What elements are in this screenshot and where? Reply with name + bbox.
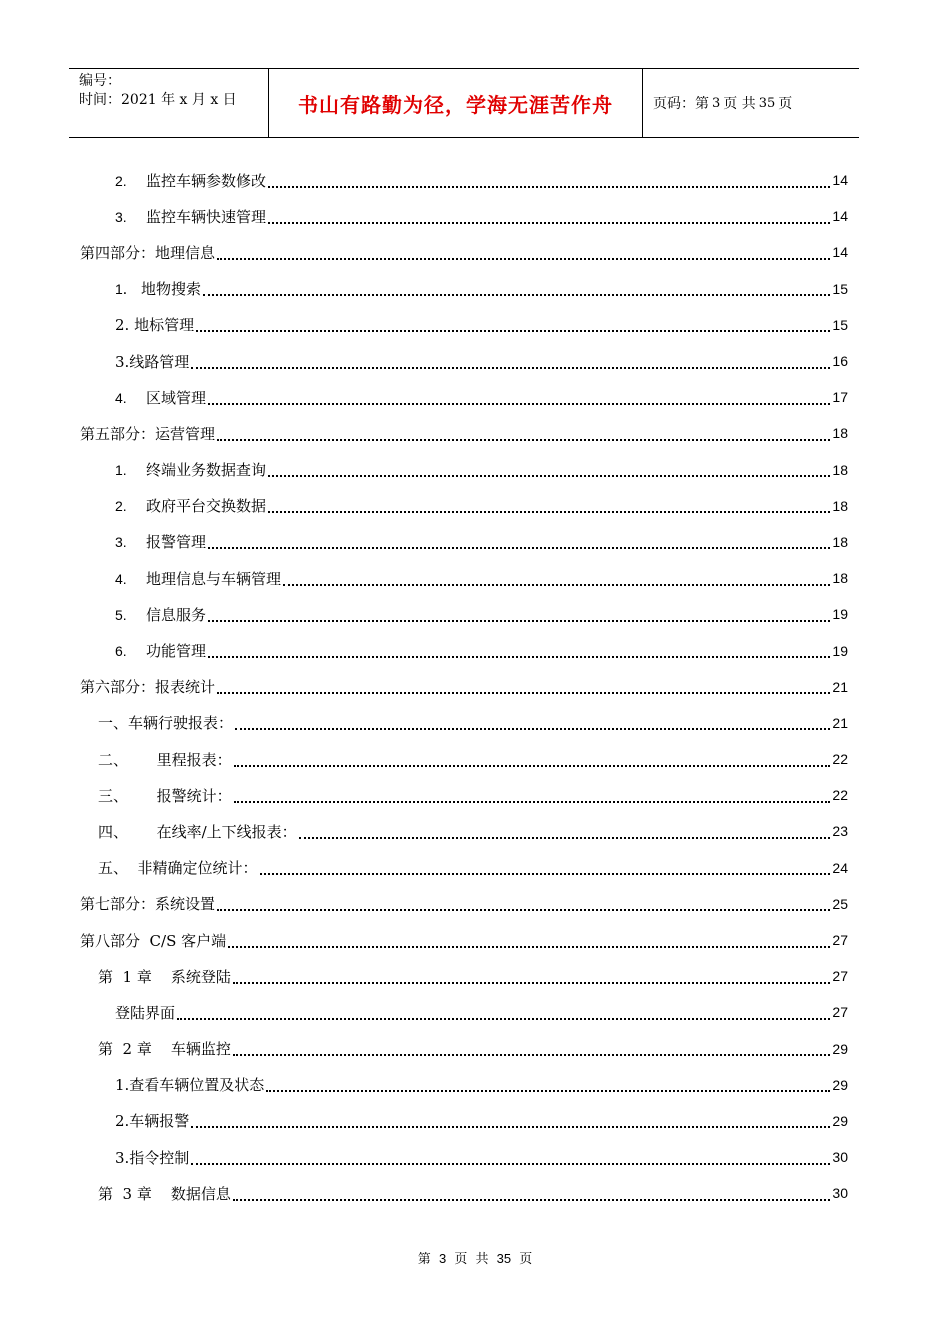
header-page-prefix: 页码：第	[653, 96, 709, 112]
page-header	[69, 68, 859, 138]
toc-entry-page: 21	[832, 678, 848, 695]
toc-entry[interactable]	[0, 705, 950, 741]
toc-entry-title	[115, 531, 206, 552]
toc-entry-label: 第 1 章 系统登陆	[98, 967, 231, 986]
toc-entry-page: 16	[832, 353, 848, 370]
toc-entry-label: 四、 在线率/上下线报表：	[98, 822, 297, 841]
footer-prefix: 第	[417, 1252, 431, 1267]
toc-entry-page: 15	[832, 316, 848, 333]
toc-entry-page: 14	[832, 244, 848, 261]
toc-leader-dots	[235, 727, 830, 730]
toc-entry-page: 30	[832, 1185, 848, 1202]
toc-entry[interactable]	[0, 777, 950, 813]
toc-entry-label: 第七部分：系统设置	[80, 895, 216, 914]
toc-entry-label: 2. 地标管理	[115, 316, 195, 335]
header-page-middle: 页 共	[723, 96, 756, 112]
toc-entry[interactable]	[0, 741, 950, 777]
toc-entry-page: 18	[832, 461, 848, 478]
header-motto: 书山有路勤为径，学海无涯苦作舟	[269, 69, 643, 137]
toc-leader-dots	[233, 1198, 831, 1201]
toc-entry-title	[115, 568, 281, 589]
toc-entry[interactable]	[0, 379, 950, 415]
toc-leader-dots	[208, 655, 830, 658]
toc-entry-page: 29	[832, 1112, 848, 1129]
toc-entry-label: 第五部分：运营管理	[80, 424, 216, 443]
toc-leader-dots	[217, 438, 830, 441]
table-of-contents	[0, 162, 950, 1211]
toc-entry-label: 终端业务数据查询	[146, 461, 267, 480]
toc-entry-label: 地物搜索	[141, 280, 202, 299]
toc-entry-label: 政府平台交换数据	[146, 497, 267, 516]
page-footer	[0, 1248, 950, 1267]
toc-entry-number: 2.	[115, 172, 127, 189]
toc-leader-dots	[283, 583, 830, 586]
toc-entry-page: 18	[832, 533, 848, 550]
toc-entry-page: 19	[832, 606, 848, 623]
footer-page-current: 3	[438, 1251, 447, 1266]
toc-leader-dots	[217, 257, 830, 260]
toc-entry-label: 三、 报警统计：	[98, 786, 232, 805]
header-page-info	[643, 69, 859, 137]
toc-entry-label: 1.查看车辆位置及状态	[115, 1076, 265, 1095]
toc-leader-dots	[196, 329, 830, 332]
toc-entry-page: 30	[832, 1149, 848, 1166]
header-page-total: 35	[758, 95, 776, 111]
document-time: 时间：2021 年 x 月 x 日	[79, 92, 237, 108]
toc-entry-page: 18	[832, 425, 848, 442]
toc-entry[interactable]	[0, 198, 950, 234]
header-page-current: 3	[712, 95, 721, 111]
toc-entry[interactable]	[0, 886, 950, 922]
toc-entry-label: 监控车辆快速管理	[146, 207, 267, 226]
toc-entry[interactable]	[0, 632, 950, 668]
toc-leader-dots	[208, 402, 830, 405]
toc-entry-title	[115, 604, 206, 625]
footer-suffix: 页	[519, 1252, 533, 1267]
toc-entry[interactable]	[0, 669, 950, 705]
document-number-label: 编号：	[79, 73, 121, 89]
toc-entry-number: 4.	[115, 570, 127, 587]
toc-entry[interactable]	[0, 1031, 950, 1067]
toc-leader-dots	[268, 185, 830, 188]
toc-entry-label: 区域管理	[146, 388, 207, 407]
toc-leader-dots	[299, 836, 831, 839]
toc-entry-page: 22	[832, 787, 848, 804]
toc-entry-label: 第四部分：地理信息	[80, 243, 216, 262]
toc-entry-label: 第六部分：报表统计	[80, 678, 216, 697]
toc-entry-page: 15	[832, 280, 848, 297]
toc-entry-label: 信息服务	[146, 605, 207, 624]
toc-entry-number: 5.	[115, 606, 127, 623]
toc-entry[interactable]	[0, 162, 950, 198]
toc-entry[interactable]	[0, 850, 950, 886]
toc-leader-dots	[233, 981, 831, 984]
toc-leader-dots	[268, 474, 830, 477]
toc-leader-dots	[217, 691, 830, 694]
toc-entry-page: 27	[832, 932, 848, 949]
toc-entry-title	[115, 278, 201, 299]
toc-entry-page: 21	[832, 714, 848, 731]
toc-entry[interactable]	[0, 560, 950, 596]
toc-entry-label: 3.线路管理	[115, 352, 190, 371]
toc-entry[interactable]	[0, 271, 950, 307]
toc-entry-label: 登陆界面	[115, 1003, 176, 1022]
toc-entry[interactable]	[0, 452, 950, 488]
toc-entry[interactable]	[0, 922, 950, 958]
toc-entry-title	[115, 387, 206, 408]
toc-leader-dots	[191, 1162, 830, 1165]
toc-entry-title	[115, 459, 266, 480]
toc-entry-number: 1．	[115, 281, 137, 298]
toc-entry-number: 4.	[115, 389, 127, 406]
toc-entry-label: 功能管理	[146, 642, 207, 661]
toc-entry[interactable]	[0, 415, 950, 451]
toc-entry-label: 2.车辆报警	[115, 1112, 190, 1131]
toc-leader-dots	[228, 945, 830, 948]
toc-entry[interactable]	[0, 994, 950, 1030]
toc-leader-dots	[234, 800, 831, 803]
toc-entry-page: 17	[832, 389, 848, 406]
toc-entry-page: 27	[832, 1004, 848, 1021]
toc-entry-page: 19	[832, 642, 848, 659]
header-page-suffix: 页	[778, 96, 793, 112]
toc-leader-dots	[208, 546, 830, 549]
toc-leader-dots	[233, 1053, 831, 1056]
toc-leader-dots	[203, 293, 830, 296]
toc-entry-number: 6.	[115, 643, 127, 660]
toc-entry[interactable]	[0, 958, 950, 994]
toc-entry[interactable]	[0, 1103, 950, 1139]
toc-leader-dots	[266, 1089, 830, 1092]
toc-entry[interactable]	[0, 488, 950, 524]
header-meta	[69, 69, 269, 137]
toc-leader-dots	[268, 221, 830, 224]
toc-leader-dots	[208, 619, 830, 622]
toc-entry-title	[115, 495, 266, 516]
toc-entry[interactable]	[0, 234, 950, 270]
toc-entry-label: 地理信息与车辆管理	[146, 569, 282, 588]
toc-entry-page: 14	[832, 208, 848, 225]
toc-entry[interactable]	[0, 1139, 950, 1175]
toc-leader-dots	[260, 872, 831, 875]
footer-page-total: 35	[496, 1251, 512, 1266]
toc-entry-label: 第 2 章 车辆监控	[98, 1040, 231, 1059]
toc-leader-dots	[234, 764, 831, 767]
toc-entry-label: 第八部分 C/S 客户端	[80, 931, 227, 950]
toc-entry[interactable]	[0, 596, 950, 632]
toc-leader-dots	[268, 510, 830, 513]
toc-entry-title	[115, 170, 266, 191]
toc-entry-page: 29	[832, 1076, 848, 1093]
toc-entry-label: 二、 里程报表：	[98, 750, 232, 769]
toc-entry-label: 监控车辆参数修改	[146, 171, 267, 190]
toc-entry-title	[115, 206, 266, 227]
toc-entry-page: 24	[832, 859, 848, 876]
toc-entry-page: 23	[832, 823, 848, 840]
toc-entry-number: 3.	[115, 534, 127, 551]
toc-entry-page: 25	[832, 895, 848, 912]
toc-entry-label: 一、车辆行驶报表：	[98, 714, 234, 733]
toc-entry[interactable]	[0, 524, 950, 560]
toc-entry-label: 报警管理	[146, 533, 207, 552]
toc-entry-page: 18	[832, 570, 848, 587]
toc-entry-label: 3.指令控制	[115, 1148, 190, 1167]
toc-leader-dots	[217, 908, 830, 911]
toc-entry-number: 2.	[115, 498, 127, 515]
toc-entry-number: 3.	[115, 208, 127, 225]
toc-entry[interactable]	[0, 813, 950, 849]
toc-entry[interactable]	[0, 1175, 950, 1211]
toc-entry-label: 五、 非精确定位统计：	[98, 859, 258, 878]
toc-entry-page: 18	[832, 497, 848, 514]
toc-entry-number: 1.	[115, 462, 127, 479]
toc-entry-page: 14	[832, 172, 848, 189]
toc-leader-dots	[177, 1017, 830, 1020]
toc-entry-page: 29	[832, 1040, 848, 1057]
toc-leader-dots	[191, 1125, 830, 1128]
toc-entry-page: 27	[832, 968, 848, 985]
toc-entry-page: 22	[832, 751, 848, 768]
toc-leader-dots	[191, 366, 830, 369]
toc-entry[interactable]	[0, 307, 950, 343]
toc-entry-title	[115, 640, 206, 661]
footer-middle: 页 共	[454, 1252, 489, 1267]
toc-entry-label: 第 3 章 数据信息	[98, 1184, 231, 1203]
toc-entry[interactable]	[0, 1067, 950, 1103]
toc-entry[interactable]	[0, 343, 950, 379]
